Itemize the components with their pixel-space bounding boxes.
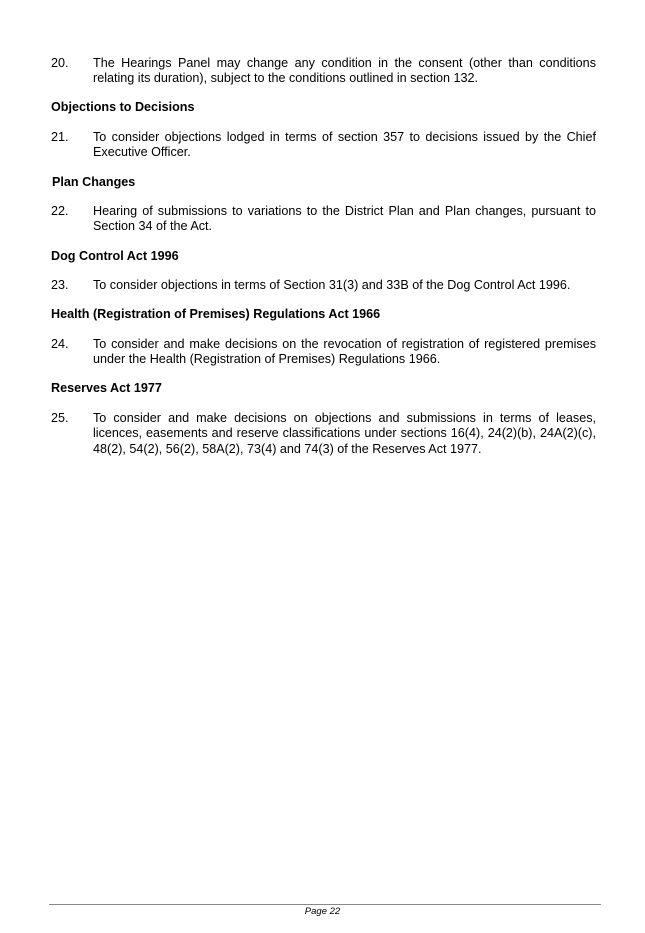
clause-number: 21. (51, 130, 69, 144)
clause-number: 23. (51, 278, 69, 292)
clause-text: To consider objections lodged in terms of section 357 to decisions issued by the Chief Executive Officer. (93, 130, 596, 160)
clause-number: 20. (51, 56, 69, 70)
clause-text: To consider objections in terms of Section 31(3) and 33B of the Dog Control Act 1996. (93, 278, 571, 292)
page-number: Page 22 (304, 906, 341, 917)
clause-text: Hearing of submissions to variations to the District Plan and Plan changes, pursuant to Section 34 of the Act. (93, 204, 596, 234)
section-heading-objections: Objections to Decisions (51, 100, 195, 114)
clause-text: To consider and make decisions on the revocation of registration of registered premises under the Health (Registration of Premises) Regulations 1966. (93, 337, 596, 367)
section-heading-reserves: Reserves Act 1977 (51, 381, 162, 395)
clause-20 (51, 56, 596, 87)
clause-text: To consider and make decisions on objections and submissions in terms of leases, licences, easements and reserve classifications under sections 16(4), 24(2)(b), 24A(2)(c), 48(2), 54(2), 56(2), 58A(2), 73(4) and 74(3) of the Reserves Act 1977. (93, 411, 596, 456)
clause-number: 25. (51, 411, 69, 425)
section-heading-dog-control: Dog Control Act 1996 (51, 249, 179, 263)
clause-25 (51, 411, 596, 457)
clause-number: 24. (51, 337, 69, 351)
clause-number: 22. (51, 204, 69, 218)
clause-21 (51, 130, 596, 161)
clause-23 (51, 278, 596, 293)
clause-24 (51, 337, 596, 368)
clause-text: The Hearings Panel may change any condition in the consent (other than conditions relating its duration), subject to the conditions outlined in section 132. (93, 56, 596, 86)
section-heading-plan-changes: Plan Changes (52, 175, 136, 189)
footer-divider (49, 904, 601, 905)
section-heading-health: Health (Registration of Premises) Regulations Act 1966 (51, 307, 381, 321)
clause-22 (51, 204, 596, 235)
